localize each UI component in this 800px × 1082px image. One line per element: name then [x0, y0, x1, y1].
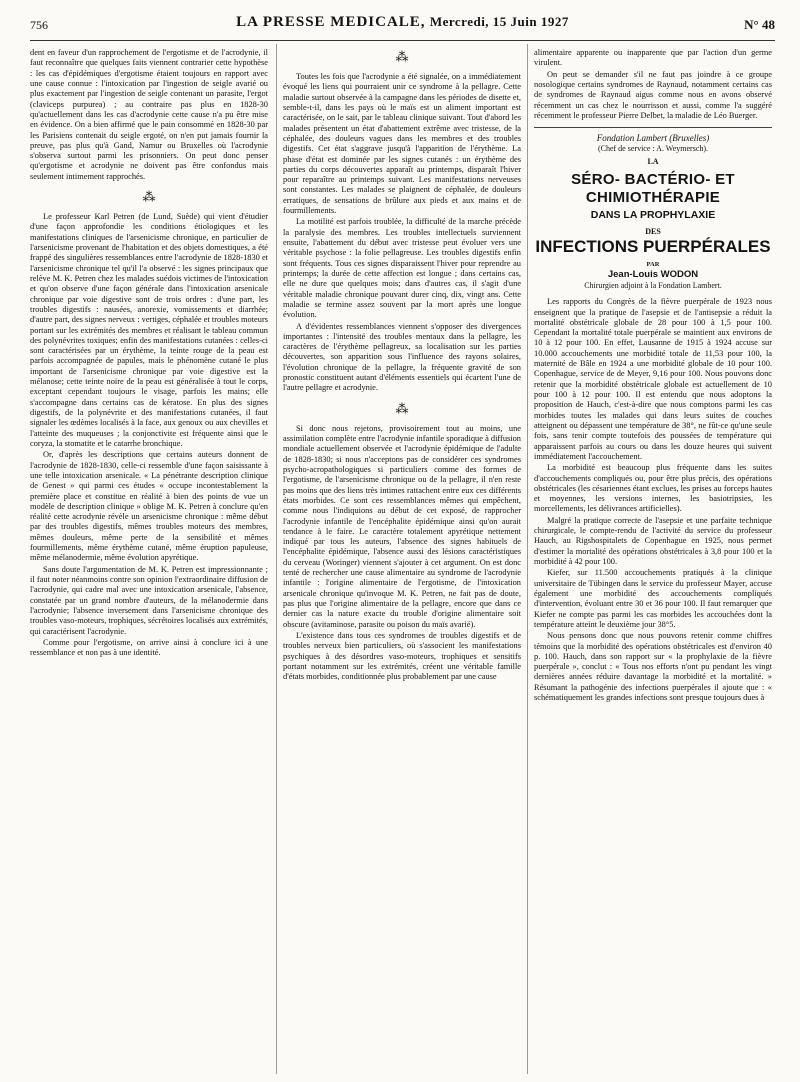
paragraph: Toutes les fois que l'acrodynie a été signalée, on a immédiatement évoqué les liens qui pourraient unir ce syndrome à la pellagre. Cette maladie surtout observée à la campagne dans les périodes de disette et, semble-t-il, dans les pays où le maïs est un aliment important est caractérisée, on le sait, par le tableau clinique suivant. Tout d'abord les malades présentent un état d'abattement extrême avec tristesse, de la céphalée, des douleurs vagues dans les membres et des troubles digestifs. Cet état s'aggrave jusqu'à l'apparition de l'érythème. La phase d'état est dominée par les signes cutanés : un érythème des parties du corps découvertes apparaît au printemps, disparaît l'hiver pour reparaître au printemps suivant. Les manifestations nerveuses sont constantes. Les malades se plaignent de céphalée, de douleurs erratiques, de sensations de brûlure aux pieds et aux mains et de fourmillements.: [283, 72, 521, 216]
issue-number: N° 48: [744, 17, 775, 32]
header-rule: [30, 40, 775, 41]
paragraph: La motilité est parfois troublée, la difficulté de la marche précède la paralysie des membres. Les troubles intellectuels surviennent ensuite, l'abattement du début avec tristesse peut évoluer vers une véritable psychose : la folie pellagreuse. Les troubles digestifs enfin sont fréquents. Tous ces signes disparaissent l'hiver pour reprendre au printemps; la durée de cette affection est longue ; dans certains cas, elle ne dure que quelques mois; dans d'autres cas, il s'agit d'une véritable maladie chronique pouvant durer cinq, dix, vingt ans. Cette maladie se termine assez souvent par la mort après une longue évolution.: [283, 217, 521, 320]
journal-title: [30, 14, 775, 31]
article-title-prefix: LA: [647, 157, 659, 167]
author-name: Jean-Louis WODON: [607, 269, 699, 281]
institution-heading: Fondation Lambert (Bruxelles): [596, 133, 710, 144]
article-title-connector: DES: [645, 227, 661, 237]
paragraph: alimentaire apparente ou inapparente que par l'action d'un germe virulent.: [534, 48, 772, 68]
author-affiliation: Chirurgien adjoint à la Fondation Lambert.: [584, 281, 722, 291]
paragraph: Nous pensons donc que nous pouvons retenir comme chiffres témoins que la morbidité des opérations obstétricales est d'environ 40 p. 100. Hauch, dans son rapport sur « la prophylaxie de la fièvre puerpérale », conclut : « Tous nos efforts n'ont pu pendant les vingt dernières années réduire davantage la morbidité et la mortalité. » Résumant la pathogénie des infections puerpérales il ajoute que : « schématiquement les grandes infections sont presque toujours dues à: [534, 631, 772, 703]
paragraph: A d'évidentes ressemblances viennent s'opposer des divergences importantes : l'intensité des troubles mentaux dans la pellagre, les caractères de l'érythème pellagreux, sa localisation sur les parties découvertes, son apparition sous l'influence des rayons solaires, l'évolution chronique de la pellagre, la fréquente gravité de son pronostic constituent autant d'éléments essentiels qui écartent l'une de l'autre pellagre et acrodynie.: [283, 321, 521, 393]
paragraph: Si donc nous rejetons, provisoirement tout au moins, une assimilation complète entre l'acrodynie infantile sporadique à diffusion mondiale actuellement observée et l'acrodynie épidémique de l'adulte de 1828-1830; si nous n'acceptons pas de considérer ces syndromes psycho-acropathologiques si particuliers comme des formes de l'ergotisme, de l'arsenicisme chronique ou de la pellagre, il n'en reste pas moins que des liens très intimes rattachent entre eux ces différents états morbides. Ce sont ces ressemblances mêmes qui empêchent, comme nous l'indiquions au début de cet exposé, de rapprocher l'acrodynie infantile de l'encéphalite épidémique ainsi qu'on aurait tendance à le faire. Le caractère totalement apyrétique nettement indiqué par tous les auteurs, l'absence des signes habituels de l'encéphalite épidémique, l'absence aussi des lésions caractéristiques du cerveau (Woringer) viennent s'ajouter à cet argument. On est donc tenté de rechercher une cause alimentaire au syndrome de l'acrodynie infantile : l'origine alimentaire de l'ergotisme, de l'intoxication arsenicale chronique qu'invoque M. K. Petren, ne fait pas de doute, pas plus que l'origine alimentaire de la pellagre, encore que dans ce dernier cas la nature exacte du trouble d'origine alimentaire soit obscure (avitaminose, parasite ou poison du maïs avarié).: [283, 423, 521, 629]
page-number: 756: [30, 18, 48, 32]
right-column: [534, 48, 772, 704]
paragraph: La morbidité est beaucoup plus fréquente dans les suites d'accouchements compliqués ou, pour être plus précis, des opérations obstétricales (les césariennes étant exclues, les prises au forceps hautes et moyennes, les versions internes, les basiotripsies, les morcellements, les délivrances artificielles).: [534, 463, 772, 514]
paragraph: Comme pour l'ergotisme, on arrive ainsi à conclure ici à une ressemblance et non pas à une identité.: [30, 637, 268, 658]
issue-date: Mercredi, 15 Juin 1927: [429, 14, 569, 29]
paragraph: Les rapports du Congrès de la fièvre puerpérale de 1923 nous enseignent que la pratique de l'asepsie et de l'antisepsie a réduit la mortalité obstétricale globale de 28 pour 100 à 1,5 pour 100. Cependant la mortalité totale puerpérale se maintient aux environs de 10 à 12 pour 100. En effet, Lausanne de 1915 à 1924 accuse sur 10.000 accouchements une morbidité totale de 11,53 pour 100, la maternité de Bâle en 1924 a une morbidité globale de 10 pour 100. Copenhague, service de de Meyer, 9,16 pour 100. Nous pouvons donc retenir que la morbidité obstétricale globale est actuellement de 10 pour 100 à 12 pour 100. Il est entendu que nous adoptons la proposition de Hauch, c'est-à-dire que nous comptons parmi les cas morbides toutes les malades qui dans leurs suites de couches atteignent ou dépassent une température de 38°, ne fût-ce qu'une seule fois, sans tenir compte toutefois des poussées de température qui apparaissent parfois au cours ou dans les douze heures qui suivent immédiatement l'accouchement.: [534, 297, 772, 461]
middle-column: [283, 48, 521, 684]
paragraph: Or, d'après les descriptions que certains auteurs donnent de l'acrodynie de 1828-1830, celle-ci ressemble d'une façon saisissante à une telle intoxication arsenicale. « La pénétrante description clinique de Genest » qui parmi ces études « occupe incontestablement la première place et constitue en réalité à bien des points de vue un modèle de description clinique » oblige M. K. Petren à conclure qu'en réalité cette acrodynie révèle un arsenicisme chronique : même début par des troubles digestifs, mêmes troubles moteurs des membres, mêmes douleurs, même perte de la sensibilité et mêmes fourmillements, même érythème cutané, même éruption papuleuse, même mélanodermie, même évolution apyrétique.: [30, 450, 268, 563]
article-title-line-1: SÉRO- BACTÉRIO- ET CHIMIOTHÉRAPIE: [571, 171, 735, 207]
column-divider: [276, 44, 277, 1074]
left-column: [30, 48, 268, 660]
article-title-line-2: DANS LA PROPHYLAXIE: [590, 209, 716, 222]
asterism-ornament: ⁂: [395, 49, 409, 64]
page-header: [30, 14, 775, 36]
article-separator: [534, 127, 772, 128]
article-title-line-3: INFECTIONS PUERPÉRALES: [535, 237, 771, 257]
column-divider: [527, 44, 528, 1074]
service-chief: (Chef de service : A. Weymersch).: [597, 144, 709, 154]
asterism-ornament: ⁂: [142, 189, 156, 205]
paragraph: Kiefer, sur 11.500 accouchements pratiqués à la clinique universitaire de Tübingen dans le service du professeur Mayer, accuse également une morbidité des accouchements compliqués d'intervention, évoluant entre 30 et 36 pour 100. Il faut remarquer que Kiefer ne compte pas parmi les cas morbides les accouchées dont la température atteint le deuxième jour 38°5.: [534, 568, 772, 629]
masthead: LA PRESSE MEDICALE,: [236, 14, 426, 30]
paragraph: L'existence dans tous ces syndromes de troubles digestifs et de troubles nerveux bien particuliers, où s'associent les manifestations psychiques à des désordres vaso-moteurs, trophiques et sensitifs portant notamment sur les extrémités, créent une véritable famille d'états morbides, conditionnée plus probablement par une cause: [283, 630, 521, 682]
paragraph: Sans doute l'argumentation de M. K. Petren est impressionnante ; il faut noter néanmoins contre son opinion l'extraordinaire diffusion de l'acrodynie, qui cadre mal avec une intoxication arsenicale, l'absence, constatée par un grand nombre d'auteurs, de la mélanodermie dans l'acrodynie; l'absence inversement dans l'arsenicisme chronique des troubles vaso-moteurs, trophiques, sécrétoires localisés aux extrémités, qui caractérisent l'acrodynie.: [30, 564, 268, 636]
asterism-ornament: ⁂: [395, 400, 409, 416]
paragraph: Malgré la pratique correcte de l'asepsie et une parfaite technique chirurgicale, le compte-rendu de l'activité du service du professeur Hauch, au Rigshospitalets de Copenhague en 1925, nous permet d'estimer la mortalité des opérations obstétricales à 3,8 pour 100 et la morbidité à 42 pour 100.: [534, 515, 772, 566]
paragraph: On peut se demander s'il ne faut pas joindre à ce groupe nosologique certains syndromes de Raynaud, notamment certains cas de syndromes de Raynaud aigus comme nous en avons observé récemment un cas chez le nourrisson et aussi, comme l'a suggéré récemment le professeur Pierre Delbet, la maladie de Léo Buerger.: [534, 69, 772, 120]
paragraph: Le professeur Karl Petren (de Lund, Suède) qui vient d'étudier d'une façon approfondie les conditions étiologiques et les manifestations cliniques de l'arsenicisme chronique, en particulier de l'arsenicisme provenant de l'habitation et des objets domestiques, a été frappé des singulières ressemblances entre l'acrodynie de 1828-1830 et l'arsenicisme chronique tel qu'il l'a observé : les signes principaux que relève M. K. Petren chez les malades suédois victimes de l'intoxication et qu'on observe d'une façon générale dans l'intoxication arsenicale chronique par voie digestive sont de trois ordres : d'une part, les troubles digestifs : nausées, anorexie, vomissements et diarrhée; d'autre part, des signes nerveux : vertiges, céphalée et troubles moteurs portant sur les extrémités des membres et réalisant le tableau commun des polynévrites toxiques; enfin des manifestations cutanées : celles-ci sont caractérisées par un érythème, la teinte rouge de la peau est parfois accompagnée de papules, mais le phénomène cutané le plus important de l'arsenicisme chronique par voie digestive est la mélanose; cette teinte noire de la peau est généralisée à tout le corps, exceptant cependant toujours le visage, parfois les mains; elle s'accompagne dans certains cas de kératose. En plus des signes digestifs, de la polynévrite et des manifestations cutanées, il faut signaler les œdèmes localisés à la face, aux genoux ou aux chevilles et l'atteinte des muqueuses ; la conjonctivite est fréquente ainsi que le coryza, la stomatite et le catarrhe bronchique.: [30, 212, 268, 448]
paragraph: dent en faveur d'un rapprochement de l'ergotisme et de l'acrodynie, il faut reconnaître que quelques faits viennent contrarier cette hypothèse : les cas d'épidémiques d'ergotisme étaient toujours en rapport avec une cause connue : l'intoxication par l'ingestion de seigle avarié ou plus exactement par l'ingestion de seigle contenant un parasite, l'ergot (claviceps purpurea) ; au contraire pas plus en 1828-30 qu'actuellement dans les cas d'acrodynie cette cause n'a pu être mise en évidence. On a bien affirmé que le pain consommé en 1828-30 par les Parisiens contenait du seigle ergoté, on n'en put jamais fournir la preuve, pas plus qu'à Gand, Namur ou Bruxelles où l'acrodynie s'observa surtout parmi les prisonniers. On peut donc penser qu'ergotisme et acrodynie ne doivent pas être confondus mais seulement intimement rapprochés.: [30, 48, 268, 181]
byline-par: PAR: [646, 261, 660, 269]
